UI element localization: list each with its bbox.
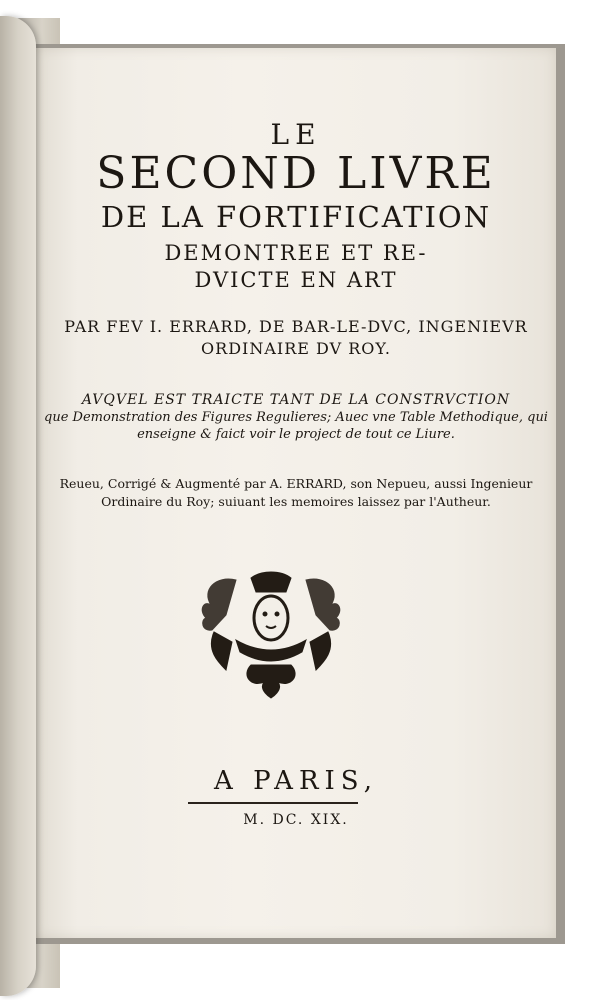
revision-line-1: Reueu, Corrigé & Augmenté par A. ERRARD, son Nepueu, aussi Ingenieur xyxy=(59,476,533,491)
author-line: PAR FEV I. ERRARD, DE BAR-LE-DVC, INGENIEVR xyxy=(64,317,528,336)
imprint-rule xyxy=(188,802,358,804)
subject-line-2: que Demonstration des Figures Regulieres; Auec vne Table Methodique, qui xyxy=(44,410,548,425)
title-page-text xyxy=(36,48,556,938)
imprint-date: M. DC. XIX. xyxy=(243,812,349,828)
imprint-place: A PARIS, xyxy=(214,766,378,796)
subject-line-1: AVQVEL EST TRAICTE TANT DE LA CONSTRVCTION xyxy=(81,392,511,408)
title-demontree: DEMONTREE ET RE- xyxy=(164,241,428,265)
turned-leaf-edge xyxy=(0,16,36,996)
title-page xyxy=(36,48,556,938)
title-le: LE xyxy=(270,118,322,151)
author-title-line: ORDINAIRE DV ROY. xyxy=(201,339,391,358)
subject-line-3: enseigne & faict voir le project de tout ce Liure. xyxy=(137,427,455,442)
title-fortification: DE LA FORTIFICATION xyxy=(100,200,492,234)
title-duicte: DVICTE EN ART xyxy=(194,268,398,292)
revision-line-2: Ordinaire du Roy; suiuant les memoires laissez par l'Autheur. xyxy=(101,494,491,509)
title-second-livre: SECOND LIVRE xyxy=(96,148,496,199)
printer-ornament-icon xyxy=(196,570,346,700)
